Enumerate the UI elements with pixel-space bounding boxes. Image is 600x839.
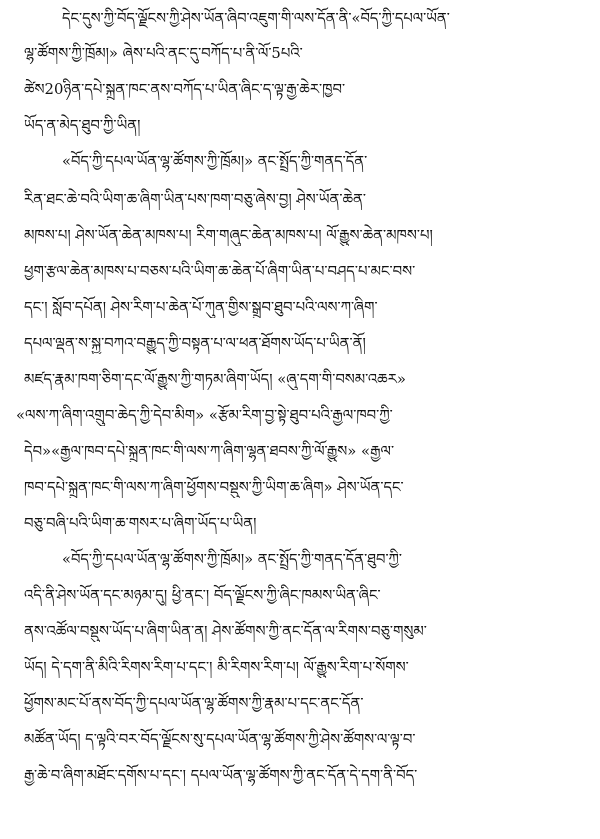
- paragraph-1-line-3: [0, 78, 600, 100]
- paragraph-3-line-5-text: ཕྱོགས་མང་པོ་ནས་བོད་ཀྱི་དཔལ་ཡོན་ལྷ་ཚོགས་ཀྱི་རྣམ་པ་དང་ནང་དོན་: [24, 695, 364, 712]
- paragraph-3-line-1-text: «བོད་ཀྱི་དཔལ་ཡོན་ལྷ་ཚོགས་ཀྱི་ཁྲོམ།» ནང་སྤྲོད་ཀྱི་གནད་དོན་ཐུབ་ཀྱི་: [62, 551, 402, 568]
- paragraph-1-line-1: [0, 7, 600, 29]
- paragraph-2-line-11-text: བཅུ་བཞི་པའི་ཡིག་ཆ་གསར་པ་ཞིག་ཡོད་པ་ཡིན།: [24, 515, 257, 532]
- paragraph-2-line-9: [0, 440, 600, 462]
- paragraph-3-line-2-text: འདི་ནི་ཤེས་ཡོན་དང་མཉམ་དུ། ཕྱི་ནང་། བོད་ལྗོངས་ཀྱི་ཞིང་ཁམས་ཡིན་ཞིང་: [24, 587, 381, 604]
- paragraph-2-line-8: [0, 404, 600, 426]
- paragraph-1-line-3-text: ཚེས20ཉིན་དཔེ་སྐྲུན་ཁང་ནས་བཀོད་པ་ཡིན་ཞིང་ད་ལྟ་རྒྱ་ཆེར་ཁྱབ་: [24, 81, 346, 98]
- paragraph-2-line-7-text: མཛད་རྣམ་ཁག་ཅིག་དང་ལོ་རྒྱུས་ཀྱི་གཏམ་ཞིག་ཡོད། «ཞུ་དག་གི་བསམ་འཆར»: [24, 371, 406, 388]
- paragraph-2-line-2-text: རིན་ཐང་ཆེ་བའི་ཡིག་ཆ་ཞིག་ཡིན་པས་ཁག་བཅུ་ཞེས་བྱ། ཤེས་ཡོན་ཆེན་: [24, 191, 366, 208]
- paragraph-3-line-5: [0, 692, 600, 714]
- paragraph-3-line-6-text: མཚོན་ཡོད། ད་ལྟའི་བར་བོད་ལྗོངས་སུ་དཔལ་ཡོན་ལྷ་ཚོགས་ཀྱི་ཤེས་ཚོགས་ལ་ལྟ་བ་: [24, 731, 416, 748]
- paragraph-2-line-10-text: ཁབ་དཔེ་སྐྲུན་ཁང་གི་ལས་ཀ་ཞིག་ཕྱོགས་བསྡུས་ཀྱི་ཡིག་ཆ་ཞིག» ཤེས་ཡོན་དང་: [24, 479, 404, 496]
- paragraph-1-line-4: [0, 114, 600, 136]
- paragraph-3-line-4: [0, 656, 600, 678]
- paragraph-2-line-1-text: «བོད་ཀྱི་དཔལ་ཡོན་ལྷ་ཚོགས་ཀྱི་ཁྲོམ།» ནང་སྤྲོད་ཀྱི་གནད་དོན་: [62, 153, 368, 170]
- paragraph-2-line-10: [0, 476, 600, 498]
- paragraph-2-line-5-text: དང་། སློབ་དཔོན། ཤེས་རིག་པ་ཆེན་པོ་ཀུན་གྱིས་སྒྲུབ་ཐུབ་པའི་ལས་ཀ་ཞིག་: [24, 299, 378, 316]
- paragraph-2-line-11: [0, 512, 600, 534]
- paragraph-2-line-7: [0, 368, 600, 390]
- paragraph-3-line-7: [0, 764, 600, 786]
- paragraph-2-line-1: [0, 150, 600, 172]
- paragraph-1-line-2-text: ལྷ་ཚོགས་ཀྱི་ཁྲོམ།» ཞེས་པའི་ནང་དུ་བཀོད་པ་ནི་ལོ་5པའི་: [24, 45, 303, 62]
- paragraph-2-line-3: [0, 224, 600, 246]
- paragraph-1-line-4-text: ཡོད་ན་མེད་ཐུབ་ཀྱི་ཡིན།: [24, 117, 141, 134]
- paragraph-2-line-8-text: «ལས་ཀ་ཞིག་འགྲུབ་ཆེད་ཀྱི་དེབ་མིག» «རྩོམ་རིག་བྱ་སྟེ་ཐུབ་པའི་རྒྱལ་ཁབ་ཀྱི་: [16, 407, 393, 424]
- paragraph-3-line-7-text: རྒྱ་ཆེ་བ་ཞིག་མཐོང་དགོས་པ་དང་། དཔལ་ཡོན་ལྷ་ཚོགས་ཀྱི་ནང་དོན་དེ་དག་ནི་བོད་: [24, 767, 418, 784]
- paragraph-1-line-2: [0, 42, 600, 64]
- paragraph-3-line-6: [0, 728, 600, 750]
- paragraph-3-line-3-text: ནས་འཚོལ་བསྡུས་ཡོད་པ་ཞིག་ཡིན་ན། ཤེས་ཚོགས་ཀྱི་ནང་དོན་ལ་རིགས་བཅུ་གསུམ་: [24, 623, 427, 640]
- paragraph-3-line-4-text: ཡོད། དེ་དག་ནི་མིའི་རིགས་རིག་པ་དང་། མི་རིགས་རིག་པ། ལོ་རྒྱུས་རིག་པ་སོགས་: [24, 659, 409, 676]
- paragraph-3-line-1: [0, 548, 600, 570]
- paragraph-2-line-4: [0, 260, 600, 282]
- paragraph-2-line-6-text: དཔལ་ལྡན་ས་སྐྱ་བཀའ་བརྒྱུད་ཀྱི་བསྟན་པ་ལ་ཕན་ཐོགས་ཡོད་པ་ཡིན་ནོ།: [24, 335, 366, 352]
- paragraph-3-line-3: [0, 620, 600, 642]
- paragraph-2-line-9-text: དེབ»«རྒྱལ་ཁབ་དཔེ་སྐྲུན་ཁང་གི་ལས་ཀ་ཞིག་ལྷན་ཐབས་ཀྱི་ལོ་རྒྱུས» «རྒྱལ་: [24, 443, 395, 460]
- paragraph-2-line-4-text: ཕྱག་རྩལ་ཆེན་མཁས་པ་བཅས་པའི་ཡིག་ཆ་ཆེན་པོ་ཞིག་ཡིན་པ་བཤད་པ་མང་བས་: [24, 263, 416, 280]
- paragraph-2-line-2: [0, 188, 600, 210]
- paragraph-2-line-3-text: མཁས་པ། ཤེས་ཡོན་ཆེན་མཁས་པ། རིག་གཞུང་ཆེན་མཁས་པ། ལོ་རྒྱུས་ཆེན་མཁས་པ།: [24, 227, 433, 244]
- paragraph-3-line-2: [0, 584, 600, 606]
- paragraph-2-line-6: [0, 332, 600, 354]
- paragraph-2-line-5: [0, 296, 600, 318]
- paragraph-1-line-1-text: དེང་དུས་ཀྱི་བོད་ལྗོངས་ཀྱི་ཤེས་ཡོན་ཞིབ་འཇུག་གི་ལས་དོན་ནི་«བོད་ཀྱི་དཔལ་ཡོན་: [62, 10, 450, 27]
